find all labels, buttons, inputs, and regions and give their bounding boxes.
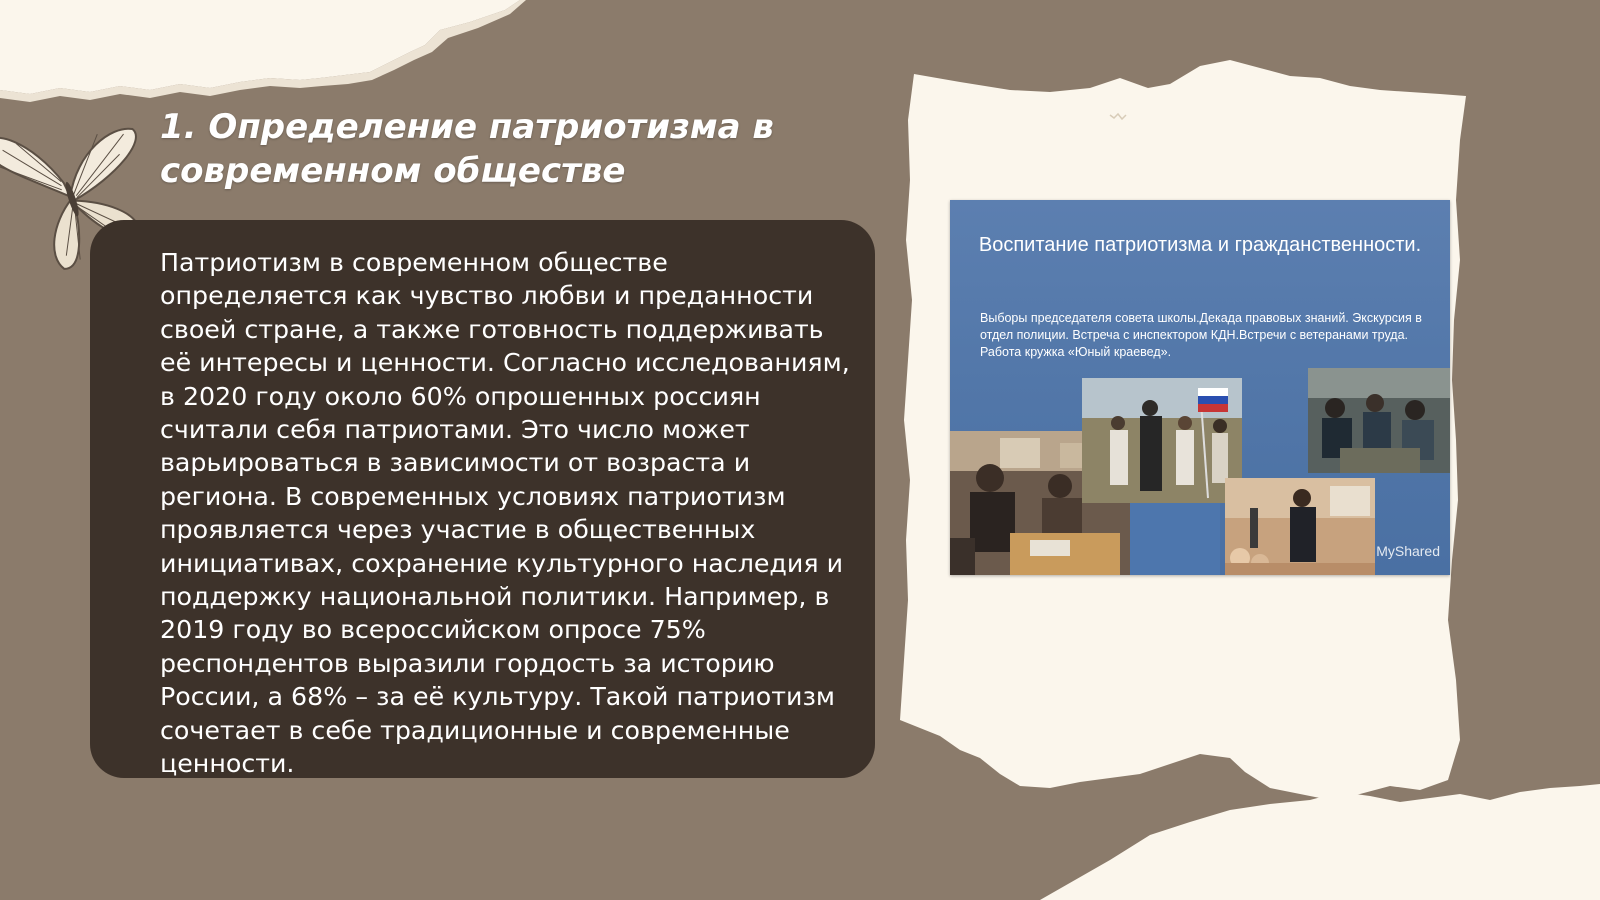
- embedded-slide-title: Воспитание патриотизма и гражданственности.: [978, 234, 1422, 256]
- slide-body-text: Патриотизм в современном обществе определяется как чувство любви и преданности своей стране, а также готовность поддерживать её интересы и ценности. Согласно исследованиям, в 2020 году около 60% опрошенных россиян считали себя патриотами. Это число может варьироваться в зависимости от возраста и региона. В современных условиях патриотизм проявляется через участие в общественных инициативах, сохранение культурного наследия и поддержку национальной политики. Например, в 2019 году во всероссийском опросе 75% респондентов выразили гордость за историю России, а 68% – за её культуру. Такой патриотизм сочетает в себе традиционные и современные ценности.: [160, 248, 850, 779]
- slide-title: 1. Определение патриотизма в современном обществе: [160, 107, 774, 191]
- embedded-slide-body: Выборы председателя совета школы.Декада правовых знаний. Экскурсия в отдел полиции. Встреча с инспектором КДН.Встречи с ветеранами труда. Работа кружка «Юный краевед».: [980, 311, 1422, 359]
- myshared-watermark: MyShared: [1376, 543, 1440, 559]
- photo-collage: [950, 368, 1450, 575]
- embedded-slide-image: [950, 200, 1450, 575]
